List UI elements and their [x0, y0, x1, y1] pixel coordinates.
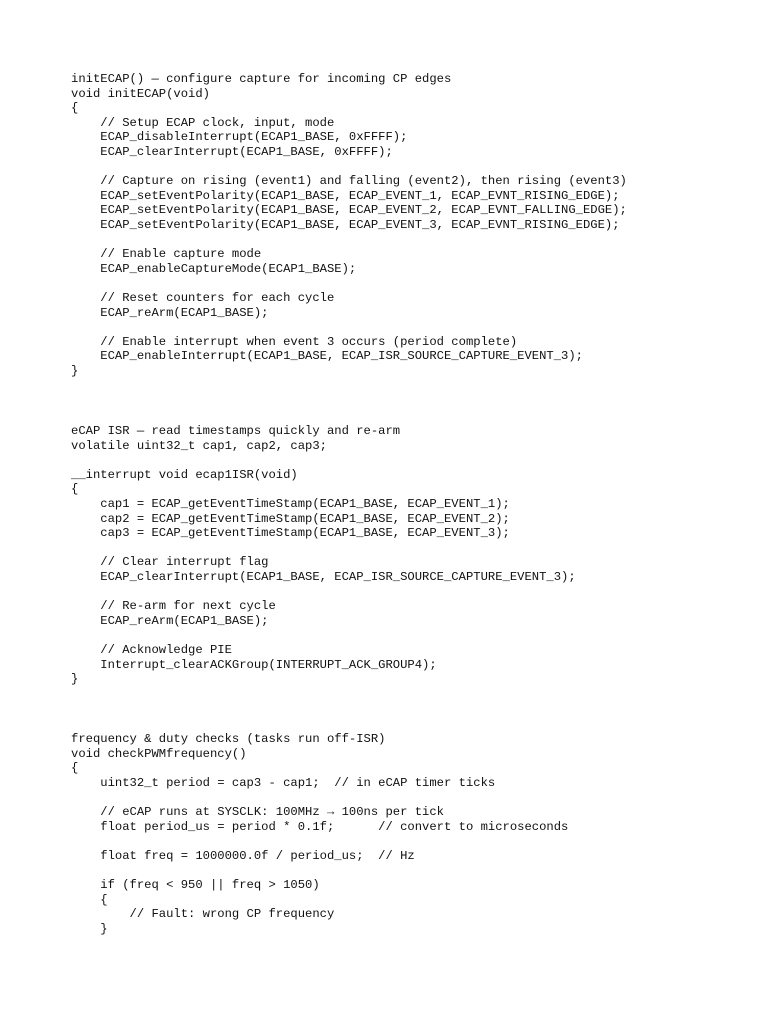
code-line [71, 541, 576, 556]
code-line: ECAP_reArm(ECAP1_BASE); [71, 613, 269, 628]
code-line [71, 585, 576, 600]
code-line: ECAP_setEventPolarity(ECAP1_BASE, ECAP_EVENT_2, ECAP_EVNT_FALLING_EDGE); [71, 203, 627, 218]
code-line: ECAP_clearInterrupt(ECAP1_BASE, 0xFFFF); [71, 144, 393, 159]
code-line: void initECAP(void) [71, 86, 210, 101]
code-line: frequency & duty checks (tasks run off-ISR) [71, 732, 386, 746]
code-line: volatile uint32_t cap1, cap2, cap3; [71, 438, 327, 453]
code-line: eCAP ISR — read timestamps quickly and re-arm [71, 424, 401, 438]
code-block-frequency-checks [71, 732, 568, 936]
code-line: __interrupt void ecap1ISR(void) [71, 467, 298, 482]
code-block-init-ecap [71, 72, 627, 378]
code-line: cap3 = ECAP_getEventTimeStamp(ECAP1_BASE, ECAP_EVENT_3); [71, 526, 510, 541]
code-line [71, 160, 627, 175]
code-line [71, 790, 568, 805]
code-line: ECAP_setEventPolarity(ECAP1_BASE, ECAP_EVENT_1, ECAP_EVNT_RISING_EDGE); [71, 188, 620, 203]
code-block-ecap-isr [71, 424, 576, 687]
code-line [71, 863, 568, 878]
code-line [71, 276, 627, 291]
code-line: } [71, 921, 108, 936]
code-line: // Fault: wrong CP frequency [71, 907, 335, 922]
code-line: ECAP_clearInterrupt(ECAP1_BASE, ECAP_ISR_SOURCE_CAPTURE_EVENT_3); [71, 569, 576, 584]
code-line: } [71, 363, 79, 378]
code-line: Interrupt_clearACKGroup(INTERRUPT_ACK_GROUP4); [71, 657, 437, 672]
code-line: if (freq < 950 || freq > 1050) [71, 877, 320, 892]
code-line: float freq = 1000000.0f / period_us; // Hz [71, 848, 415, 863]
code-line: // Enable interrupt when event 3 occurs (period complete) [71, 334, 518, 349]
code-line [71, 834, 568, 849]
code-line: { [71, 101, 79, 116]
code-line: initECAP() — configure capture for incoming CP edges [71, 72, 452, 86]
code-line: // Re-arm for next cycle [71, 599, 276, 614]
code-line: float period_us = period * 0.1f; // convert to microseconds [71, 819, 569, 834]
code-line: // Reset counters for each cycle [71, 290, 335, 305]
code-line: ECAP_setEventPolarity(ECAP1_BASE, ECAP_EVENT_3, ECAP_EVNT_RISING_EDGE); [71, 217, 620, 232]
code-line: cap1 = ECAP_getEventTimeStamp(ECAP1_BASE, ECAP_EVENT_1); [71, 496, 510, 511]
code-line: // Enable capture mode [71, 247, 262, 262]
code-line: uint32_t period = cap3 - cap1; // in eCAP timer ticks [71, 775, 496, 790]
code-line [71, 453, 576, 468]
code-line: { [71, 761, 79, 776]
code-line: // Capture on rising (event1) and falling (event2), then rising (event3) [71, 174, 627, 189]
code-line: // Acknowledge PIE [71, 642, 232, 657]
code-line: ECAP_enableCaptureMode(ECAP1_BASE); [71, 261, 357, 276]
code-line: ECAP_enableInterrupt(ECAP1_BASE, ECAP_ISR_SOURCE_CAPTURE_EVENT_3); [71, 349, 583, 364]
code-line: void checkPWMfrequency() [71, 746, 247, 761]
code-line: cap2 = ECAP_getEventTimeStamp(ECAP1_BASE, ECAP_EVENT_2); [71, 511, 510, 526]
code-line: { [71, 482, 79, 497]
code-line: // Clear interrupt flag [71, 555, 269, 570]
code-line: ECAP_reArm(ECAP1_BASE); [71, 305, 269, 320]
code-line: } [71, 672, 79, 687]
code-line: // eCAP runs at SYSCLK: 100MHz → 100ns per tick [71, 804, 444, 819]
code-line: // Setup ECAP clock, input, mode [71, 115, 335, 130]
code-line: ECAP_disableInterrupt(ECAP1_BASE, 0xFFFF); [71, 130, 408, 145]
code-line [71, 628, 576, 643]
code-line [71, 320, 627, 335]
code-line [71, 233, 627, 248]
code-line: { [71, 892, 108, 907]
